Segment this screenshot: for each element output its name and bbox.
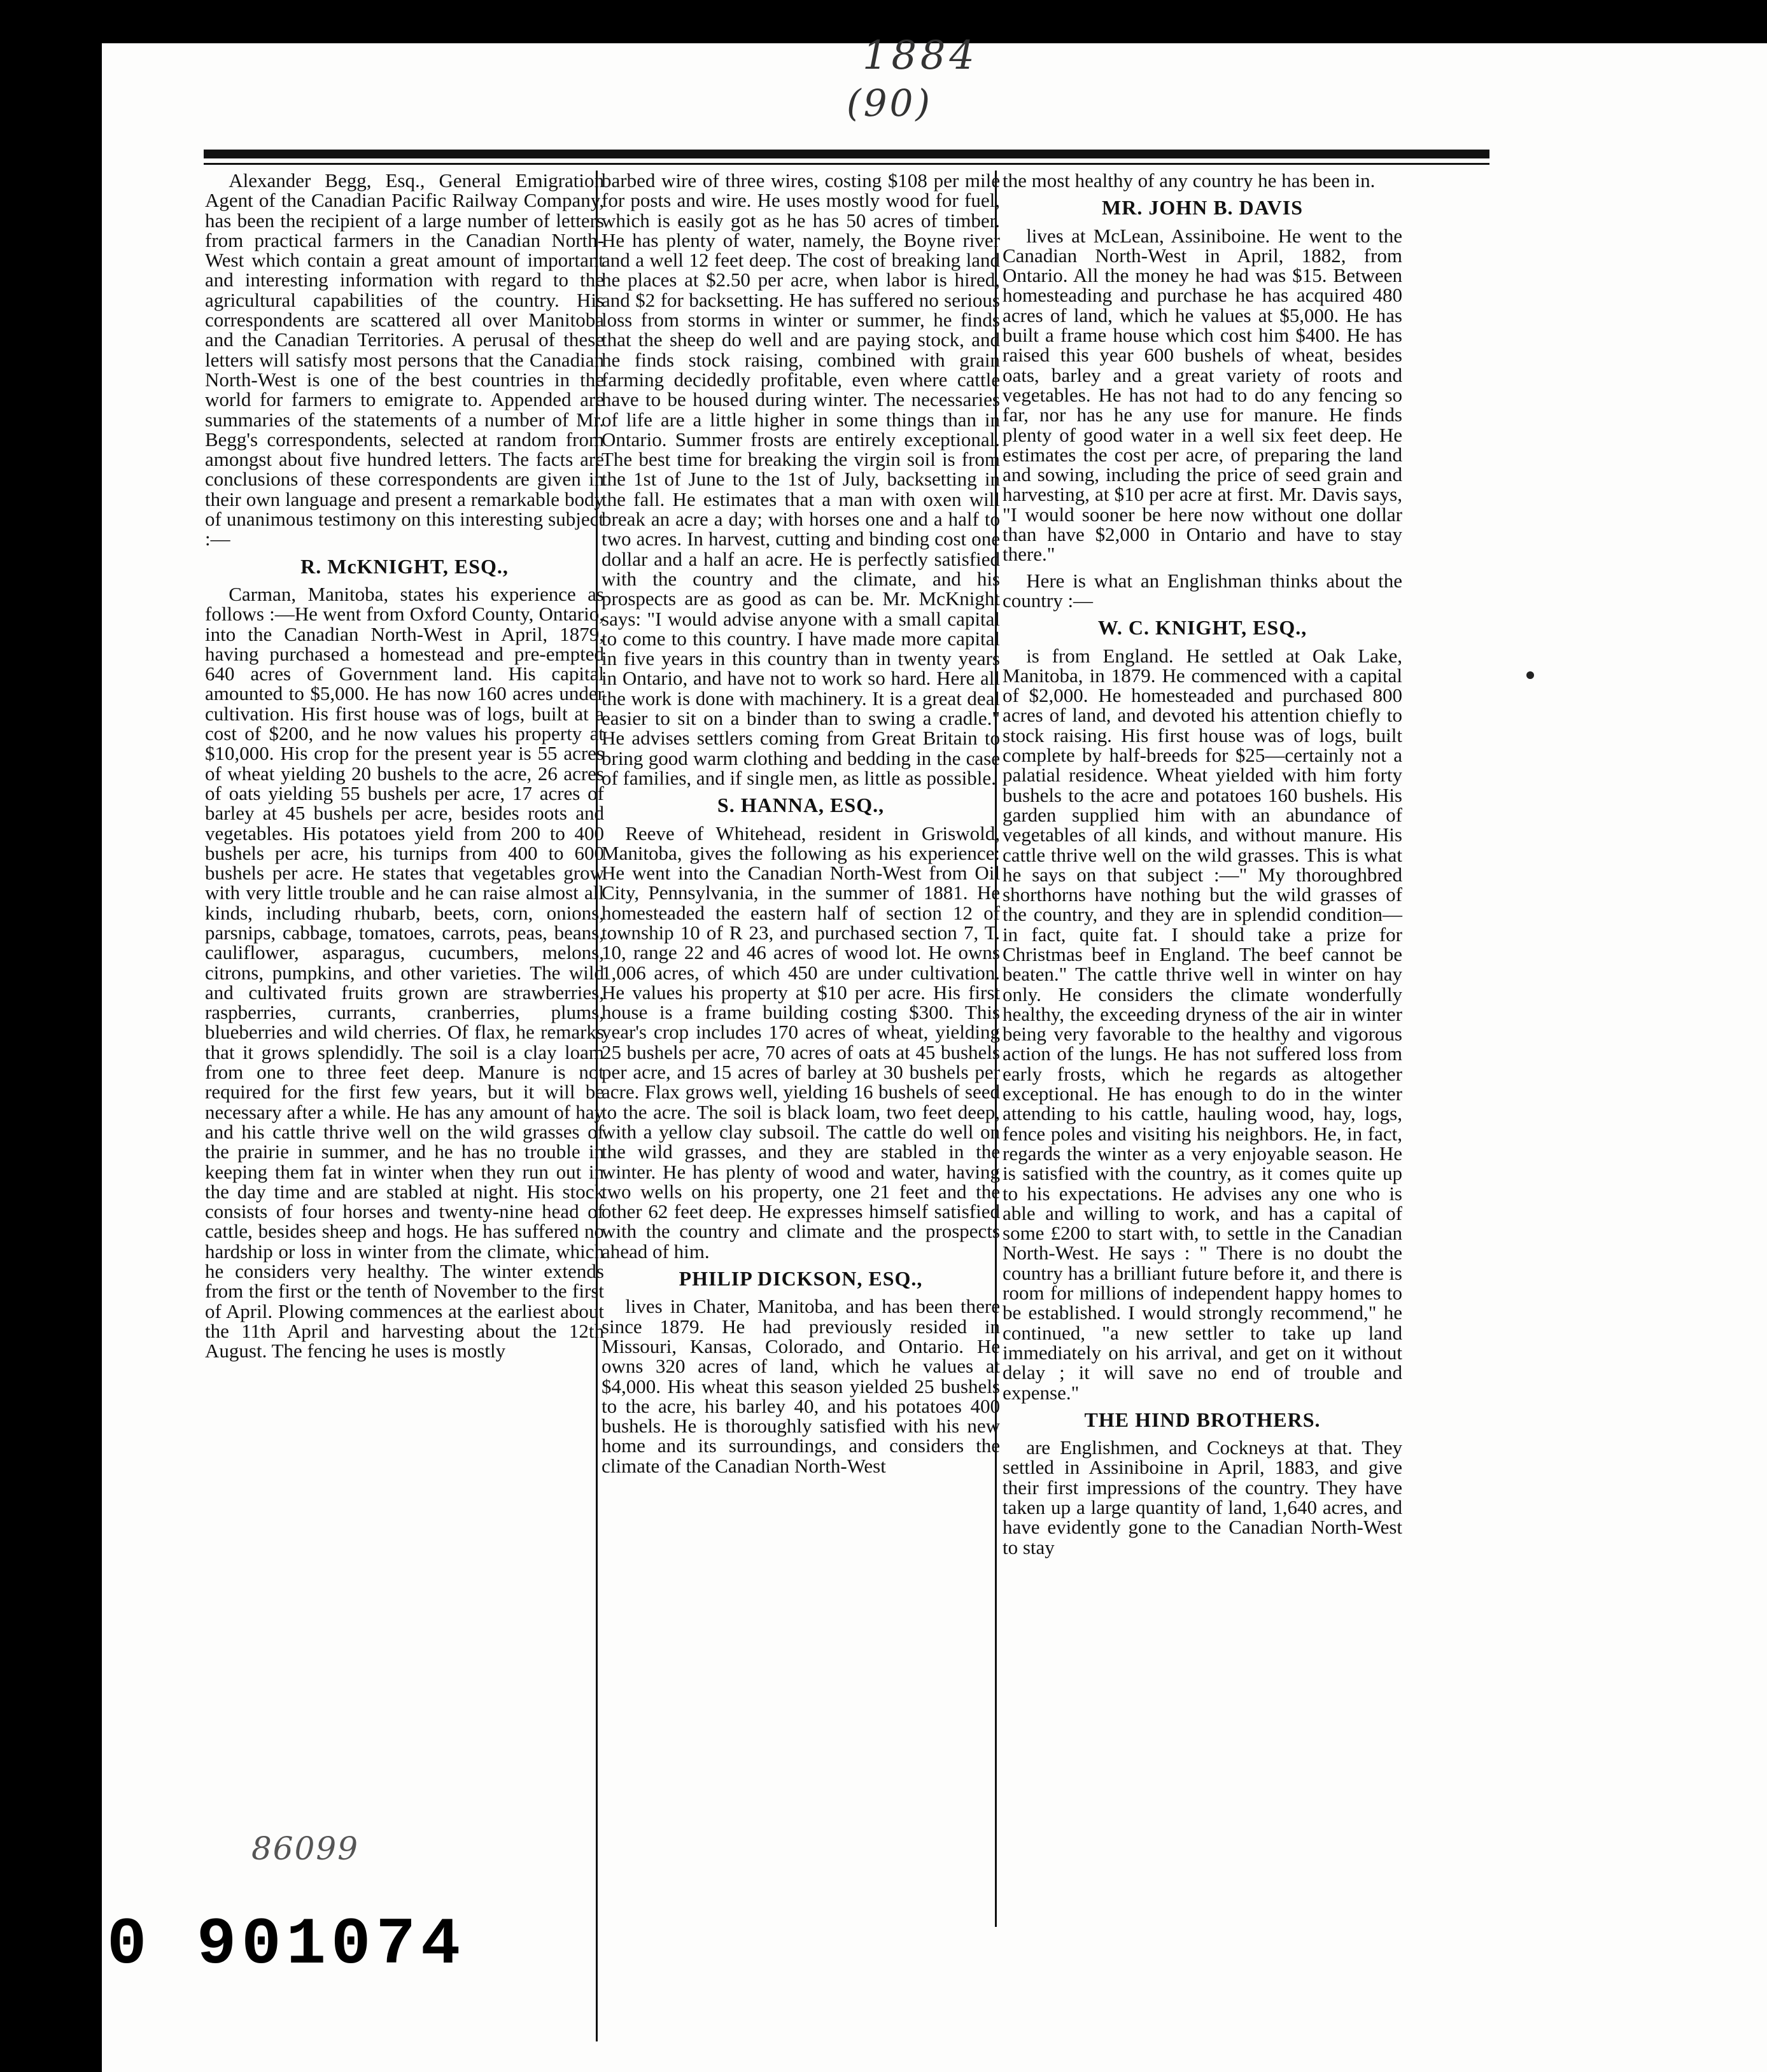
section-text-davis: lives at McLean, Assiniboine. He went to the Canadian North-West in April, 1882, from Ontario. All the money he had was $15. Between homesteading and purchase he has acquired 480 acres of land, which he values at $5,000. He has built a frame house which cost him $400. He has raised this year 600 bushels of wheat, besides oats, barley and a great variety of roots and vegetables. He has not had to do any fencing so far, nor has he any use for manure. He finds plenty of good water in a well six feet deep. He estimates the cost per acre, of preparing the land and sowing, including the price of seed grain and harvesting, at $10 per acre at first. Mr. Davis says, "I would sooner be here now without one dollar than have $2,000 in Ontario and have to stay there." xyxy=(1003,224,1402,566)
section-text-dickson-part2: the most healthy of any country he has been in. xyxy=(1003,169,1376,192)
section-text-hanna: Reeve of Whitehead, resident in Griswold, Manitoba, gives the following as his experience: He went into the Canadian North-West from Oil City, Pennsylvania, in the summer of 1881. He homesteaded the eastern half of section 12 of township 10 of R 23, and purchased section 7, T. 10, range 22 and 46 acres of wood lot. He owns 1,006 acres, of which 450 are under cultivation. He values his property at $10 per acre. His first house is a frame building costing $300. This year's crop includes 170 acres of wheat, yielding 25 bushels per acre, 70 acres of oats at 45 bushels per acre, and 15 acres of barley at 30 bushels per acre. Flax grows well, yielding 16 bushels of seed to the acre. The soil is black loam, two feet deep, with a yellow clay subsoil. The cattle do well on the wild grasses, and they are stabled in the winter. He has plenty of wood and water, having two wells on his property, one 21 feet and the other 62 feet deep. He expresses himself satisfied with the country and climate and the prospects ahead of him. xyxy=(602,822,1000,1263)
section-text-hind: are Englishmen, and Cockneys at that. They settled in Assiniboine in April, 1883, and give their first impressions of the country. They have taken up a large quantity of land, 1,640 acres, and have evidently gone to the Canadian North-West to stay xyxy=(1003,1436,1402,1558)
handwritten-number: (90) xyxy=(847,81,933,125)
handwritten-catalog-number: 86099 xyxy=(251,1830,360,1867)
section-text-mcknight-part1: Carman, Manitoba, states his experience as follows :—He went from Oxford County, Ontario, into the Canadian North-West in April, 1879, having purchased a homestead and pre-empted 640 acres of Government land. His capital amounted to $5,000. He has now 160 acres under cultivation. His first house was of logs, built at a cost of $200, and he now values his property at $10,000. His crop for the present year is 55 acres of wheat yielding 20 bushels to the acre, 26 acres of oats yielding 55 bushels per acre, 17 acres of barley at 45 bushels per acre, besides roots and vegetables. His potatoes yield from 200 to 400 bushels per acre, his turnips from 400 to 600 bushels per acre. He states that vegetables grow with very little trouble and he can raise almost all kinds, including rhubarb, beets, corn, onions, parsnips, cabbage, tomatoes, carrots, peas, beans, cauliflower, asparagus, cucumbers, melons, citrons, pumpkins, and other varieties. The wild and cultivated fruits grown are strawberries, raspberries, currants, cranberries, plums, blueberries and wild cherries. Of flax, he remarks that it grows splendidly. The soil is a clay loam from one to three feet deep. Manure is not required for the first few years, but it will be necessary after a while. He has any amount of hay and his cattle thrive well on the wild grasses of the prairie in summer, and he has no trouble in keeping them fat in winter when they run out in the day time and are stabled at night. His stock consists of four horses and twenty-nine head of cattle, besides sheep and hogs. He has suffered no hardship or loss in winter from the climate, which he considers very healthy. The winter extends from the first or the tenth of November to the first of April. Plowing commences at the earliest about the 11th April and harvesting about the 12th August. The fencing he uses is mostly xyxy=(205,582,604,1362)
header-rule-thick xyxy=(204,150,1489,158)
section-intro-knight: Here is what an Englishman thinks about the country :— xyxy=(1003,569,1402,612)
section-text-dickson-part1: lives in Chater, Manitoba, and has been there since 1879. He had previously resided in Missouri, Kansas, Colorado, and Ontario. He owns 320 acres of land, which he values at $4,000. His wheat this season yielded 25 bushels to the acre, his barley 40, and his potatoes 400 bushels. He is thoroughly satisfied with his new home and its surroundings, and considers the climate of the Canadian North-West xyxy=(602,1295,1000,1477)
section-heading-mcknight: R. McKNIGHT, ESQ., xyxy=(300,554,509,578)
column-3 xyxy=(1003,171,1402,2061)
ink-spot xyxy=(1526,671,1534,679)
intro-paragraph: Alexander Begg, Esq., General Emigration Agent of the Canadian Pacific Railway Company, has been the recipient of a large number of letters from practical farmers in the Canadian North-West which contain a great amount of important and interesting information with regard to the agricultural capabilities of the country. His correspondents are scattered all over Manitoba and the Canadian Territories. A perusal of these letters will satisfy most persons that the Canadian North-West is one of the best countries in the world for farmers to emigrate to. Appended are summaries of the statements of a number of Mr. Begg's correspondents, selected at random from amongst about five hundred letters. The facts are conclusions of these correspondents are given in their own language and present a remarkable body of unanimous testimony on this interesting subject :— xyxy=(205,169,604,550)
column-2 xyxy=(602,171,1000,2061)
column-1 xyxy=(205,171,604,2061)
section-heading-dickson: PHILIP DICKSON, ESQ., xyxy=(679,1267,923,1291)
microfiche-number: 0 901074 xyxy=(107,1908,466,1983)
section-heading-hind: THE HIND BROTHERS. xyxy=(1084,1408,1321,1431)
handwritten-year: 1884 xyxy=(862,32,978,78)
section-heading-davis: MR. JOHN B. DAVIS xyxy=(1102,196,1303,220)
section-text-mcknight-part2: barbed wire of three wires, costing $108 per mile for posts and wire. He uses mostly wood for fuel, which is easily got as he has 50 acres of timber. He has plenty of water, namely, the Boyne river and a well 12 feet deep. The cost of breaking land he places at $2.50 per acre, when labor is hired, and $2 for backsetting. He has suffered no serious loss from storms in winter or summer, he finds that the sheep do well and are paying stock, and he finds stock raising, combined with grain farming decidedly profitable, even where cattle have to be housed during winter. The necessaries of life are a little higher in some things than in Ontario. Summer frosts are entirely exceptional. The best time for breaking the virgin soil is from the 1st of June to the 1st of July, backsetting in the fall. He estimates that a man with oxen will break an acre a day; with horses one and a half to two acres. In harvest, cutting and binding cost one dollar and a half an acre. He is perfectly satisfied with the country and the climate, and his prospects are as good as can be. Mr. McKnight says: "I would advise anyone with a small capital to come to this country. I have made more capital in five years in this country than in twenty years in Ontario, and have not to work so hard. Here all the work is done with machinery. It is a great deal easier to sit on a binder than to swing a cradle." He advises settlers coming from Great Britain to bring good warm clothing and bedding in the case of families, and if single men, as little as possible. xyxy=(602,169,1000,789)
header-rule-thin xyxy=(204,163,1489,165)
section-heading-hanna: S. HANNA, ESQ., xyxy=(717,794,885,817)
section-heading-knight: W. C. KNIGHT, ESQ., xyxy=(1097,616,1307,640)
section-text-knight: is from England. He settled at Oak Lake, Manitoba, in 1879. He commenced with a capital of $2,000. He homesteaded and purchased 800 acres of land, and devoted his attention chiefly to stock raising. His first house was of logs, built complete by half-breeds for $25—certainly not a palatial residence. Wheat yielded with him forty bushels to the acre and potatoes 160 bushels. His garden supplied him with an abundance of vegetables of all kinds, and without manure. His cattle thrive well on the wild grasses. This is what he says on that subject :—" My thoroughbred shorthorns have nothing but the wild grasses of the country, and they are in splendid condition—in fact, quite fat. I should take a prize for Christmas beef in England. The beef cannot be beaten." The cattle thrive well in winter on hay only. He considers the climate wonderfully healthy, the exceeding dryness of the air in winter being very favorable to the healthy and vigorous action of the lungs. He has not suffered loss from early frosts, which he regards as altogether exceptional. He has enough to do in the winter attending to his cattle, hauling wood, hay, logs, fence poles and visiting his neighbors. He, in fact, regards the winter as a very enjoyable season. He is satisfied with the country, as it comes quite up to his expectations. He advises any one who is able and willing to work, and has a capital of some £200 to start with, to settle in the Canadian North-West. He says : " There is no doubt the country has a brilliant future before it, and there is room for millions of independent happy homes to be established. I would strongly recommend," he continued, "a new settler to take up land immediately on his arrival, and get on it without delay ; it will save no end of trouble and expense." xyxy=(1003,644,1402,1404)
